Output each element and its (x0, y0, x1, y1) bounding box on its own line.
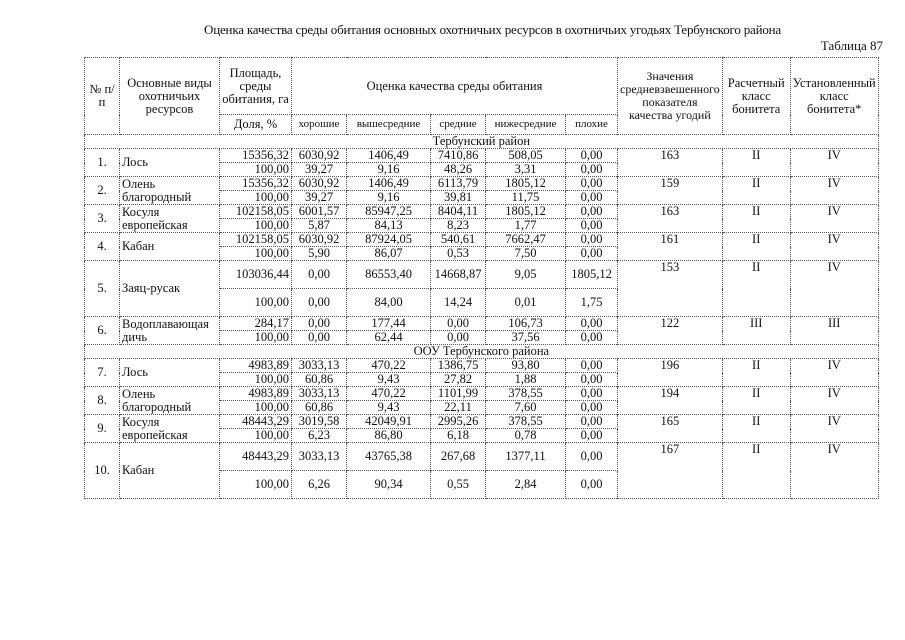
calc-class: II (722, 261, 790, 317)
area-value: 2995,26 (431, 415, 486, 429)
percent-value: 22,11 (431, 401, 486, 415)
area-value: 508,05 (486, 149, 566, 163)
percent-value: 86,80 (347, 429, 431, 443)
table-row (85, 359, 879, 373)
percent-value: 0,78 (486, 429, 566, 443)
percent-value: 39,27 (292, 191, 347, 205)
calc-class: II (722, 415, 790, 443)
percent-value: 3,31 (486, 163, 566, 177)
avg-index: 196 (618, 359, 723, 387)
table-row (85, 415, 879, 429)
percent-value: 7,60 (486, 401, 566, 415)
table-row (85, 387, 879, 401)
percent-value: 5,87 (292, 219, 347, 233)
area-value: 1805,12 (566, 261, 618, 289)
area-value: 0,00 (292, 261, 347, 289)
table-row (85, 261, 879, 289)
avg-index: 167 (618, 443, 723, 499)
percent-value: 100,00 (220, 191, 292, 205)
species-name: Косуля европейская (120, 205, 220, 233)
species-name: Олень благородный (120, 387, 220, 415)
percent-value: 100,00 (220, 471, 292, 499)
species-name: Косуля европейская (120, 415, 220, 443)
header-mid: средние (431, 115, 486, 135)
percent-value: 100,00 (220, 219, 292, 233)
area-value: 0,00 (566, 317, 618, 331)
area-value: 1377,11 (486, 443, 566, 471)
percent-value: 11,75 (486, 191, 566, 205)
area-value: 87924,05 (347, 233, 431, 247)
percent-value: 0,00 (566, 219, 618, 233)
area-value: 1101,99 (431, 387, 486, 401)
area-value: 7662,47 (486, 233, 566, 247)
avg-index: 122 (618, 317, 723, 345)
area-value: 48443,29 (220, 443, 292, 471)
row-number: 2. (85, 177, 120, 205)
row-number: 5. (85, 261, 120, 317)
row-number: 9. (85, 415, 120, 443)
set-class: IV (790, 177, 878, 205)
area-value: 378,55 (486, 387, 566, 401)
species-name: Кабан (120, 233, 220, 261)
calc-class: II (722, 387, 790, 415)
area-value: 93,80 (486, 359, 566, 373)
avg-index: 194 (618, 387, 723, 415)
header-num: № п/п (85, 58, 120, 135)
percent-value: 60,86 (292, 373, 347, 387)
row-number: 8. (85, 387, 120, 415)
area-value: 3019,58 (292, 415, 347, 429)
table-number: Таблица 87 (820, 38, 883, 53)
area-value: 106,73 (486, 317, 566, 331)
species-name: Водоплавающая дичь (120, 317, 220, 345)
percent-value: 84,00 (347, 289, 431, 317)
table-row (85, 177, 879, 191)
percent-value: 6,26 (292, 471, 347, 499)
species-name: Кабан (120, 443, 220, 499)
percent-value: 86,07 (347, 247, 431, 261)
calc-class: II (722, 443, 790, 499)
avg-index: 159 (618, 177, 723, 205)
area-value: 8404,11 (431, 205, 486, 219)
percent-value: 0,00 (566, 191, 618, 205)
header-quality: Оценка качества среды обитания (292, 58, 618, 115)
section-title: Тербунский район (85, 135, 879, 149)
percent-value: 100,00 (220, 401, 292, 415)
header-share: Доля, % (220, 115, 292, 135)
percent-value: 39,27 (292, 163, 347, 177)
area-value: 85947,25 (347, 205, 431, 219)
percent-value: 1,88 (486, 373, 566, 387)
area-value: 9,05 (486, 261, 566, 289)
percent-value: 7,50 (486, 247, 566, 261)
area-value: 14668,87 (431, 261, 486, 289)
area-value: 4983,89 (220, 359, 292, 373)
avg-index: 165 (618, 415, 723, 443)
set-class: III (790, 317, 878, 345)
species-name: Лось (120, 359, 220, 387)
area-value: 0,00 (566, 415, 618, 429)
set-class: IV (790, 415, 878, 443)
area-value: 0,00 (566, 149, 618, 163)
header-good: хорошие (292, 115, 347, 135)
row-number: 1. (85, 149, 120, 177)
set-class: IV (790, 261, 878, 317)
area-value: 267,68 (431, 443, 486, 471)
area-value: 378,55 (486, 415, 566, 429)
area-value: 6001,57 (292, 205, 347, 219)
percent-value: 37,56 (486, 331, 566, 345)
area-value: 0,00 (566, 359, 618, 373)
avg-index: 163 (618, 205, 723, 233)
calc-class: II (722, 359, 790, 387)
area-value: 43765,38 (347, 443, 431, 471)
area-value: 15356,32 (220, 149, 292, 163)
avg-index: 163 (618, 149, 723, 177)
table-body (85, 58, 879, 499)
percent-value: 6,23 (292, 429, 347, 443)
area-value: 3033,13 (292, 443, 347, 471)
row-number: 3. (85, 205, 120, 233)
percent-value: 6,18 (431, 429, 486, 443)
percent-value: 62,44 (347, 331, 431, 345)
area-value: 4983,89 (220, 387, 292, 401)
area-value: 0,00 (566, 233, 618, 247)
set-class: IV (790, 149, 878, 177)
set-class: IV (790, 205, 878, 233)
area-value: 86553,40 (347, 261, 431, 289)
area-value: 102158,05 (220, 233, 292, 247)
area-value: 15356,32 (220, 177, 292, 191)
section-title: ООУ Тербунского района (85, 345, 879, 359)
percent-value: 2,84 (486, 471, 566, 499)
percent-value: 0,00 (292, 289, 347, 317)
set-class: IV (790, 443, 878, 499)
set-class: IV (790, 233, 878, 261)
percent-value: 0,01 (486, 289, 566, 317)
table-row (85, 205, 879, 219)
calc-class: II (722, 177, 790, 205)
header-area: Площадь, среды обитания, га (220, 58, 292, 115)
area-value: 1805,12 (486, 205, 566, 219)
percent-value: 0,00 (566, 163, 618, 177)
area-value: 284,17 (220, 317, 292, 331)
table-row (85, 443, 879, 471)
document-title: Оценка качества среды обитания основных охотничьих ресурсов в охотничьих угодьях Тербунского района (204, 22, 781, 37)
table-row (85, 149, 879, 163)
area-value: 0,00 (431, 317, 486, 331)
header-avg: Значения средневзвешенного показателя качества угодий (618, 58, 723, 135)
area-value: 6113,79 (431, 177, 486, 191)
percent-value: 14,24 (431, 289, 486, 317)
calc-class: II (722, 233, 790, 261)
percent-value: 90,34 (347, 471, 431, 499)
percent-value: 0,53 (431, 247, 486, 261)
row-number: 4. (85, 233, 120, 261)
species-name: Заяц-русак (120, 261, 220, 317)
percent-value: 0,00 (566, 247, 618, 261)
section-row (85, 135, 879, 149)
area-value: 102158,05 (220, 205, 292, 219)
area-value: 0,00 (566, 177, 618, 191)
area-value: 6030,92 (292, 149, 347, 163)
section-row (85, 345, 879, 359)
area-value: 470,22 (347, 359, 431, 373)
area-value: 6030,92 (292, 177, 347, 191)
area-value: 3033,13 (292, 359, 347, 373)
area-value: 6030,92 (292, 233, 347, 247)
header-calc: Расчетный класс бонитета (722, 58, 790, 135)
set-class: IV (790, 359, 878, 387)
percent-value: 9,16 (347, 163, 431, 177)
area-value: 1406,49 (347, 149, 431, 163)
area-value: 1805,12 (486, 177, 566, 191)
percent-value: 0,55 (431, 471, 486, 499)
percent-value: 60,86 (292, 401, 347, 415)
percent-value: 0,00 (566, 429, 618, 443)
header-species: Основные виды охотничьих ресурсов (120, 58, 220, 135)
percent-value: 0,00 (566, 373, 618, 387)
header-above: вышесредние (347, 115, 431, 135)
species-name: Лось (120, 149, 220, 177)
percent-value: 39,81 (431, 191, 486, 205)
percent-value: 100,00 (220, 331, 292, 345)
area-value: 0,00 (566, 205, 618, 219)
percent-value: 1,77 (486, 219, 566, 233)
calc-class: III (722, 317, 790, 345)
header-set: Установленный класс бонитета* (790, 58, 878, 135)
percent-value: 100,00 (220, 163, 292, 177)
header-poor: плохие (566, 115, 618, 135)
percent-value: 27,82 (431, 373, 486, 387)
area-value: 0,00 (566, 387, 618, 401)
percent-value: 5,90 (292, 247, 347, 261)
table-row (85, 317, 879, 331)
percent-value: 84,13 (347, 219, 431, 233)
percent-value: 9,43 (347, 401, 431, 415)
avg-index: 153 (618, 261, 723, 317)
calc-class: II (722, 149, 790, 177)
area-value: 177,44 (347, 317, 431, 331)
species-name: Олень благородный (120, 177, 220, 205)
area-value: 3033,13 (292, 387, 347, 401)
row-number: 6. (85, 317, 120, 345)
area-value: 48443,29 (220, 415, 292, 429)
percent-value: 0,00 (431, 331, 486, 345)
percent-value: 100,00 (220, 429, 292, 443)
percent-value: 0,00 (566, 331, 618, 345)
area-value: 0,00 (292, 317, 347, 331)
calc-class: II (722, 205, 790, 233)
percent-value: 0,00 (566, 401, 618, 415)
percent-value: 0,00 (292, 331, 347, 345)
area-value: 1386,75 (431, 359, 486, 373)
area-value: 470,22 (347, 387, 431, 401)
percent-value: 0,00 (566, 471, 618, 499)
percent-value: 9,16 (347, 191, 431, 205)
avg-index: 161 (618, 233, 723, 261)
percent-value: 9,43 (347, 373, 431, 387)
habitat-quality-table (84, 57, 879, 499)
percent-value: 8,23 (431, 219, 486, 233)
area-value: 1406,49 (347, 177, 431, 191)
area-value: 103036,44 (220, 261, 292, 289)
area-value: 42049,91 (347, 415, 431, 429)
area-value: 7410,86 (431, 149, 486, 163)
row-number: 7. (85, 359, 120, 387)
set-class: IV (790, 387, 878, 415)
table-row (85, 233, 879, 247)
percent-value: 48,26 (431, 163, 486, 177)
percent-value: 100,00 (220, 289, 292, 317)
header-below: нижесредние (486, 115, 566, 135)
percent-value: 100,00 (220, 247, 292, 261)
percent-value: 1,75 (566, 289, 618, 317)
percent-value: 100,00 (220, 373, 292, 387)
area-value: 0,00 (566, 443, 618, 471)
area-value: 540,61 (431, 233, 486, 247)
row-number: 10. (85, 443, 120, 499)
